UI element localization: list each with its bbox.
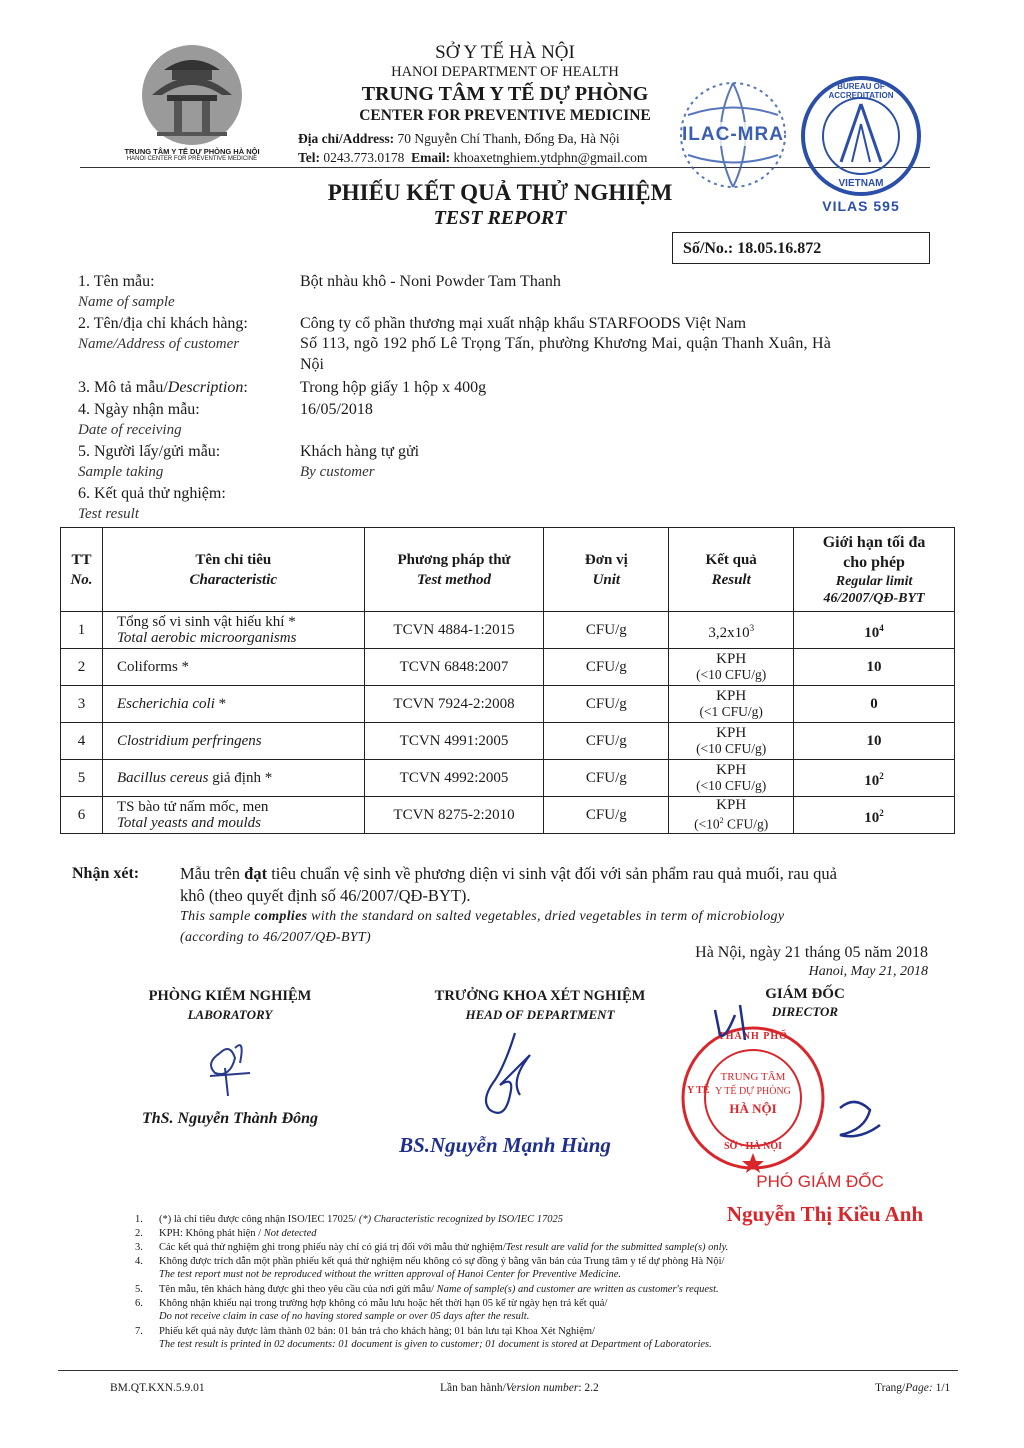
info-label-sample: 1. Tên mẫu: bbox=[78, 273, 155, 290]
col-header-limit: Giới hạn tối đa cho phép Regular limit 46/2007/QĐ-BYT bbox=[794, 528, 955, 612]
boa-accreditation-mark bbox=[796, 74, 926, 224]
director-signature bbox=[700, 1000, 900, 1150]
info-value-sampler-en: By customer bbox=[300, 464, 375, 480]
footer-divider bbox=[58, 1370, 958, 1371]
row-characteristic: TS bào tử nấm mốc, men Total yeasts and moulds bbox=[102, 797, 364, 834]
table-row bbox=[61, 760, 955, 797]
report-title-en: TEST REPORT bbox=[433, 207, 567, 229]
stamp-ring-top: THÀNH PHỐ bbox=[718, 1031, 788, 1042]
info-label-sampler-en: Sample taking bbox=[78, 464, 164, 480]
col-header-unit: Đơn vị Unit bbox=[544, 528, 669, 612]
head-title-en: HEAD OF DEPARTMENT bbox=[465, 1007, 615, 1022]
director-title-en: DIRECTOR bbox=[771, 1004, 839, 1019]
row-method: TCVN 6848:2007 bbox=[364, 649, 544, 686]
row-method: TCVN 7924-2:2008 bbox=[364, 686, 544, 723]
info-value-address-2: Nội bbox=[300, 356, 324, 373]
head-signer-name: BS.Nguyễn Mạnh Hùng bbox=[399, 1133, 611, 1157]
row-characteristic: Tổng số vi sinh vật hiếu khí * Total aerobic microorganisms bbox=[102, 612, 364, 649]
row-characteristic: Clostridium perfringens bbox=[102, 723, 364, 760]
lab-title-en: LABORATORY bbox=[187, 1007, 273, 1022]
info-label-sampler: 5. Người lấy/gửi mẫu: bbox=[78, 443, 221, 460]
row-no: 3 bbox=[61, 686, 103, 723]
info-value-date: 16/05/2018 bbox=[300, 401, 373, 418]
row-limit: $10^2$ bbox=[794, 797, 955, 834]
report-number-box: Số/No.: 18.05.16.872 bbox=[672, 232, 930, 264]
row-limit: 10 bbox=[794, 649, 955, 686]
table-row bbox=[61, 649, 955, 686]
handwritten-signature-icon bbox=[460, 1025, 560, 1125]
row-limit: 0 bbox=[794, 686, 955, 723]
footnote-1: 1. (*) là chỉ tiêu được công nhận ISO/IEC 17025/ (*) Characteristic recognized by ISO/IEC 17025 bbox=[135, 1214, 563, 1225]
row-no: 2 bbox=[61, 649, 103, 686]
row-no: 5 bbox=[61, 760, 103, 797]
lab-title-vi: PHÒNG KIỂM NGHIỆM bbox=[148, 988, 312, 1004]
row-method: TCVN 4992:2005 bbox=[364, 760, 544, 797]
col-header-no: TT No. bbox=[61, 528, 103, 612]
footnote-7: 7. Phiếu kết quả này được làm thành 02 bản: 01 bản trả cho khách hàng; 01 bản lưu tại Khoa Xét Nghiệm/ The test result is printed in 02 documents: 01 document is given to customer; 01 document is stored at Department of Laboratories. bbox=[135, 1326, 712, 1350]
table-row bbox=[61, 723, 955, 760]
report-date-en: Hanoi, May 21, 2018 bbox=[808, 964, 928, 979]
row-no: 1 bbox=[61, 612, 103, 649]
org-address: Địa chỉ/Address: 70 Nguyễn Chí Thanh, Đống Đa, Hà Nội bbox=[298, 131, 620, 146]
row-result: $3,2x10^3$ bbox=[669, 612, 794, 649]
info-label-result: 6. Kết quả thử nghiệm: bbox=[78, 485, 226, 502]
footnote-5: 5. Tên mẫu, tên khách hàng được ghi theo yêu cầu của nơi gửi mẫu/ Name of sample(s) and customer are written as customer's request. bbox=[135, 1284, 719, 1295]
center-name-vi: TRUNG TÂM Y TẾ DỰ PHÒNG bbox=[361, 83, 649, 105]
info-label-customer: 2. Tên/địa chỉ khách hàng: bbox=[78, 315, 248, 332]
stamp-ring-bottom: SỞ · HÀ NỘI bbox=[723, 1141, 783, 1152]
row-result: KPH (<10 CFU/g) bbox=[669, 723, 794, 760]
ilac-label: ILAC-MRA bbox=[682, 124, 784, 145]
col-header-characteristic: Tên chỉ tiêu Characteristic bbox=[102, 528, 364, 612]
footnote-6: 6. Không nhận khiếu nại trong trường hợp không có mẫu lưu hoặc hết thời hạn 05 kể từ ngày hẹn trả kết quả/ Do not receive claim in case of no having stored sample or over 05 days after the result. bbox=[135, 1298, 608, 1322]
remark-text-vi: Mẫu trên đạt tiêu chuẩn vệ sinh về phương diện vi sinh vật đối với sản phẩm rau quả muối, rau quả khô (theo quyết định số 46/2007/QĐ-BYT). bbox=[180, 864, 837, 905]
row-result: KPH (<10 CFU/g) bbox=[669, 649, 794, 686]
row-limit: $10^2$ bbox=[794, 760, 955, 797]
info-label-date-en: Date of receiving bbox=[78, 422, 182, 438]
footnotes bbox=[135, 1213, 925, 1353]
org-logo bbox=[112, 40, 272, 165]
row-result: KPH (<10 CFU/g) bbox=[669, 760, 794, 797]
lab-signer-name: ThS. Nguyễn Thành Đông bbox=[141, 1110, 319, 1127]
stamp-ring-left: Y TẾ bbox=[687, 1085, 710, 1096]
lab-signature bbox=[190, 1028, 270, 1098]
version-number: Lần ban hành/Version number: 2.2 bbox=[440, 1382, 599, 1394]
col-header-method: Phương pháp thử Test method bbox=[364, 528, 544, 612]
report-date-vi: Hà Nội, ngày 21 tháng 05 năm 2018 bbox=[695, 944, 928, 961]
row-limit: 10 bbox=[794, 723, 955, 760]
page-number: Trang/Page: 1/1 bbox=[875, 1382, 951, 1394]
info-label-result-en: Test result bbox=[78, 506, 139, 522]
row-characteristic: Coliforms * bbox=[102, 649, 364, 686]
info-label-sample-en: Name of sample bbox=[78, 294, 175, 310]
row-unit: CFU/g bbox=[544, 760, 669, 797]
row-unit: CFU/g bbox=[544, 612, 669, 649]
row-no: 4 bbox=[61, 723, 103, 760]
form-code: BM.QT.KXN.5.9.01 bbox=[110, 1382, 205, 1394]
head-signature bbox=[460, 1025, 560, 1125]
info-value-description: Trong hộp giấy 1 hộp x 400g bbox=[300, 379, 487, 396]
row-unit: CFU/g bbox=[544, 686, 669, 723]
row-result: KPH ($<10^2$ CFU/g) bbox=[669, 797, 794, 834]
info-label-customer-en: Name/Address of customer bbox=[78, 336, 240, 352]
info-value-customer: Công ty cổ phần thương mại xuất nhập khẩu STARFOODS Việt Nam bbox=[300, 315, 747, 332]
row-unit: CFU/g bbox=[544, 723, 669, 760]
head-title-vi: TRƯỞNG KHOA XÉT NGHIỆM bbox=[434, 988, 646, 1004]
handwritten-signature-icon bbox=[700, 1000, 900, 1150]
director-title-vi: GIÁM ĐỐC bbox=[765, 986, 845, 1002]
row-method: TCVN 4991:2005 bbox=[364, 723, 544, 760]
info-label-description: 3. Mô tả mẫu/Description: bbox=[78, 379, 248, 396]
logo-caption-en: HANOI CENTER FOR PREVENTIVE MEDICINE bbox=[126, 156, 258, 162]
logo-caption: TRUNG TÂM Y TẾ DỰ PHÒNG HÀ NỘI bbox=[124, 147, 260, 156]
row-unit: CFU/g bbox=[544, 649, 669, 686]
row-limit: $10^4$ bbox=[794, 612, 955, 649]
deputy-name: Nguyễn Thị Kiều Anh bbox=[726, 1202, 924, 1226]
dept-name-en: HANOI DEPARTMENT OF HEALTH bbox=[391, 64, 619, 80]
row-no: 6 bbox=[61, 797, 103, 834]
remark-text-en: This sample complies with the standard on salted vegetables, dried vegetables in term of microbiology (according to 46/2007/QĐ-BYT) bbox=[180, 909, 785, 945]
boa-ring-text: BUREAU OF ACCREDITATION bbox=[828, 82, 894, 100]
row-method: TCVN 4884-1:2015 bbox=[364, 612, 544, 649]
row-characteristic: Bacillus cereus giả định * bbox=[102, 760, 364, 797]
org-contact: Tel: 0243.773.0178 Email: khoaxetnghiem.ytdphn@gmail.com bbox=[298, 150, 648, 165]
center-name-en: CENTER FOR PREVENTIVE MEDICINE bbox=[359, 107, 651, 124]
vilas-number: VILAS 595 bbox=[822, 198, 900, 214]
results-table bbox=[60, 527, 955, 834]
boa-country: VIETNAM bbox=[838, 178, 884, 189]
remark-label: Nhận xét: bbox=[72, 865, 140, 882]
table-header-row bbox=[61, 528, 955, 612]
row-characteristic: Escherichia coli * bbox=[102, 686, 364, 723]
info-label-date: 4. Ngày nhận mẫu: bbox=[78, 401, 200, 418]
report-title-vi: PHIẾU KẾT QUẢ THỬ NGHIỆM bbox=[327, 180, 673, 205]
info-value-sampler: Khách hàng tự gửi bbox=[300, 443, 420, 460]
footnote-3: 3. Các kết quả thử nghiệm ghi trong phiếu này chỉ có giá trị đối với mẫu thử nghiệm/Test result are valid for the submitted sample(s) only. bbox=[135, 1242, 729, 1253]
table-row bbox=[61, 686, 955, 723]
row-method: TCVN 8275-2:2010 bbox=[364, 797, 544, 834]
stamp-text-1: TRUNG TÂM bbox=[720, 1071, 786, 1083]
info-value-address: Số 113, ngõ 192 phố Lê Trọng Tấn, phường Khương Mai, quận Thanh Xuân, Hà bbox=[300, 335, 832, 352]
footnote-2: 2. KPH: Không phát hiện / Not detected bbox=[135, 1228, 317, 1239]
footnote-4: 4. Không được trích dẫn một phần phiếu kết quả thử nghiệm nếu không có sự đồng ý bằng văn bản của Trung tâm y tế dự phòng Hà Nội/ The test report must not be reproduced without the written approval of Hanoi Center for Preventive Medicine. bbox=[135, 1256, 725, 1280]
handwritten-signature-icon bbox=[190, 1028, 270, 1098]
row-unit: CFU/g bbox=[544, 797, 669, 834]
table-row bbox=[61, 612, 955, 649]
deputy-title: PHÓ GIÁM ĐỐC bbox=[756, 1172, 884, 1191]
info-value-sample: Bột nhàu khô - Noni Powder Tam Thanh bbox=[300, 273, 561, 290]
col-header-result: Kết quả Result bbox=[669, 528, 794, 612]
row-result: KPH (<1 CFU/g) bbox=[669, 686, 794, 723]
dept-name-vi: SỞ Y TẾ HÀ NỘI bbox=[435, 42, 575, 63]
table-row bbox=[61, 797, 955, 834]
stamp-text-2: Y TẾ DỰ PHÒNG bbox=[715, 1086, 791, 1097]
stamp-text-3: HÀ NỘI bbox=[729, 1101, 777, 1116]
